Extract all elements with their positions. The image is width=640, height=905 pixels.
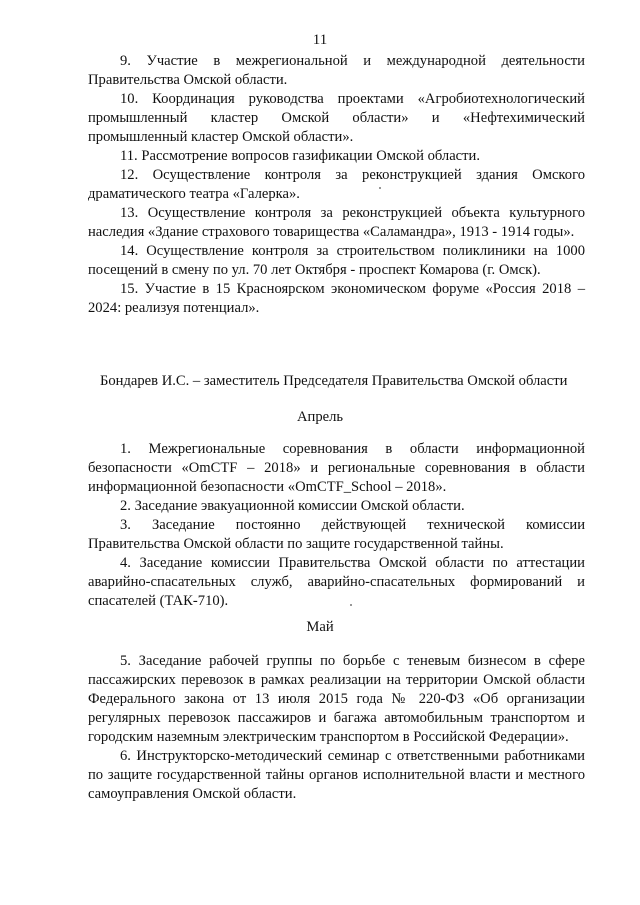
list-item: 1. Межрегиональные соревнования в области информационной безопасности «OmCTF – 2018» и региональные соревнования в области информационной безопасности «OmCTF_School – 2018». — [88, 441, 585, 495]
scan-speck — [379, 187, 381, 189]
list-item: 9. Участие в межрегиональной и международной деятельности Правительства Омской области. — [88, 53, 585, 88]
month-heading-april: Апрель — [296, 409, 344, 425]
list-item: 13. Осуществление контроля за реконструкцией объекта культурного наследия «Здание страхового товарищества «Саламандра», 1913 - 1914 годы». — [88, 205, 585, 240]
list-item: 2. Заседание эвакуационной комиссии Омской области. — [120, 498, 465, 514]
list-item: 3. Заседание постоянно действующей технической комиссии Правительства Омской области по защите государственной тайны. — [88, 517, 585, 552]
task-list-continued — [88, 52, 585, 318]
month-heading-may: Май — [306, 619, 334, 635]
list-item: 12. Осуществление контроля за реконструкцией здания Омского драматического театра «Галерка». — [88, 167, 585, 202]
list-item: 4. Заседание комиссии Правительства Омской области по аттестации аварийно-спасательных служб, аварийно-спасательных формирований и спасателей (ТАК-710). — [88, 555, 585, 609]
page-number: 11 — [312, 32, 328, 48]
april-task-list — [88, 440, 585, 611]
list-item: 5. Заседание рабочей группы по борьбе с теневым бизнесом в сфере пассажирских перевозок в рамках реализации на территории Омской области Федерального закона от 13 июля 2015 года № 220-ФЗ «Об организации регулярных перевозок пассажиров и багажа автомобильным транспортом и городским наземным электрическим транспортом в Российской Федерации». — [88, 653, 585, 745]
may-task-list — [88, 652, 585, 804]
list-item: 15. Участие в 15 Красноярском экономическом форуме «Россия 2018 – 2024: реализуя потенциал». — [88, 281, 585, 316]
list-item: 11. Рассмотрение вопросов газификации Омской области. — [120, 148, 480, 164]
list-item: 6. Инструкторско-методический семинар с ответственными работниками по защите государственной тайны органов исполнительной власти и местного самоуправления Омской области. — [88, 748, 585, 802]
list-item: 14. Осуществление контроля за строительством поликлиники на 1000 посещений в смену по ул. 70 лет Октября - проспект Комарова (г. Омск). — [88, 243, 585, 278]
scan-speck — [350, 604, 352, 606]
list-item: 10. Координация руководства проектами «Агробиотехнологический промышленный кластер Омской области» и «Нефтехимический промышленный кластер Омской области». — [88, 91, 585, 145]
official-heading: Бондарев И.С. – заместитель Председателя Правительства Омской области — [100, 373, 568, 389]
